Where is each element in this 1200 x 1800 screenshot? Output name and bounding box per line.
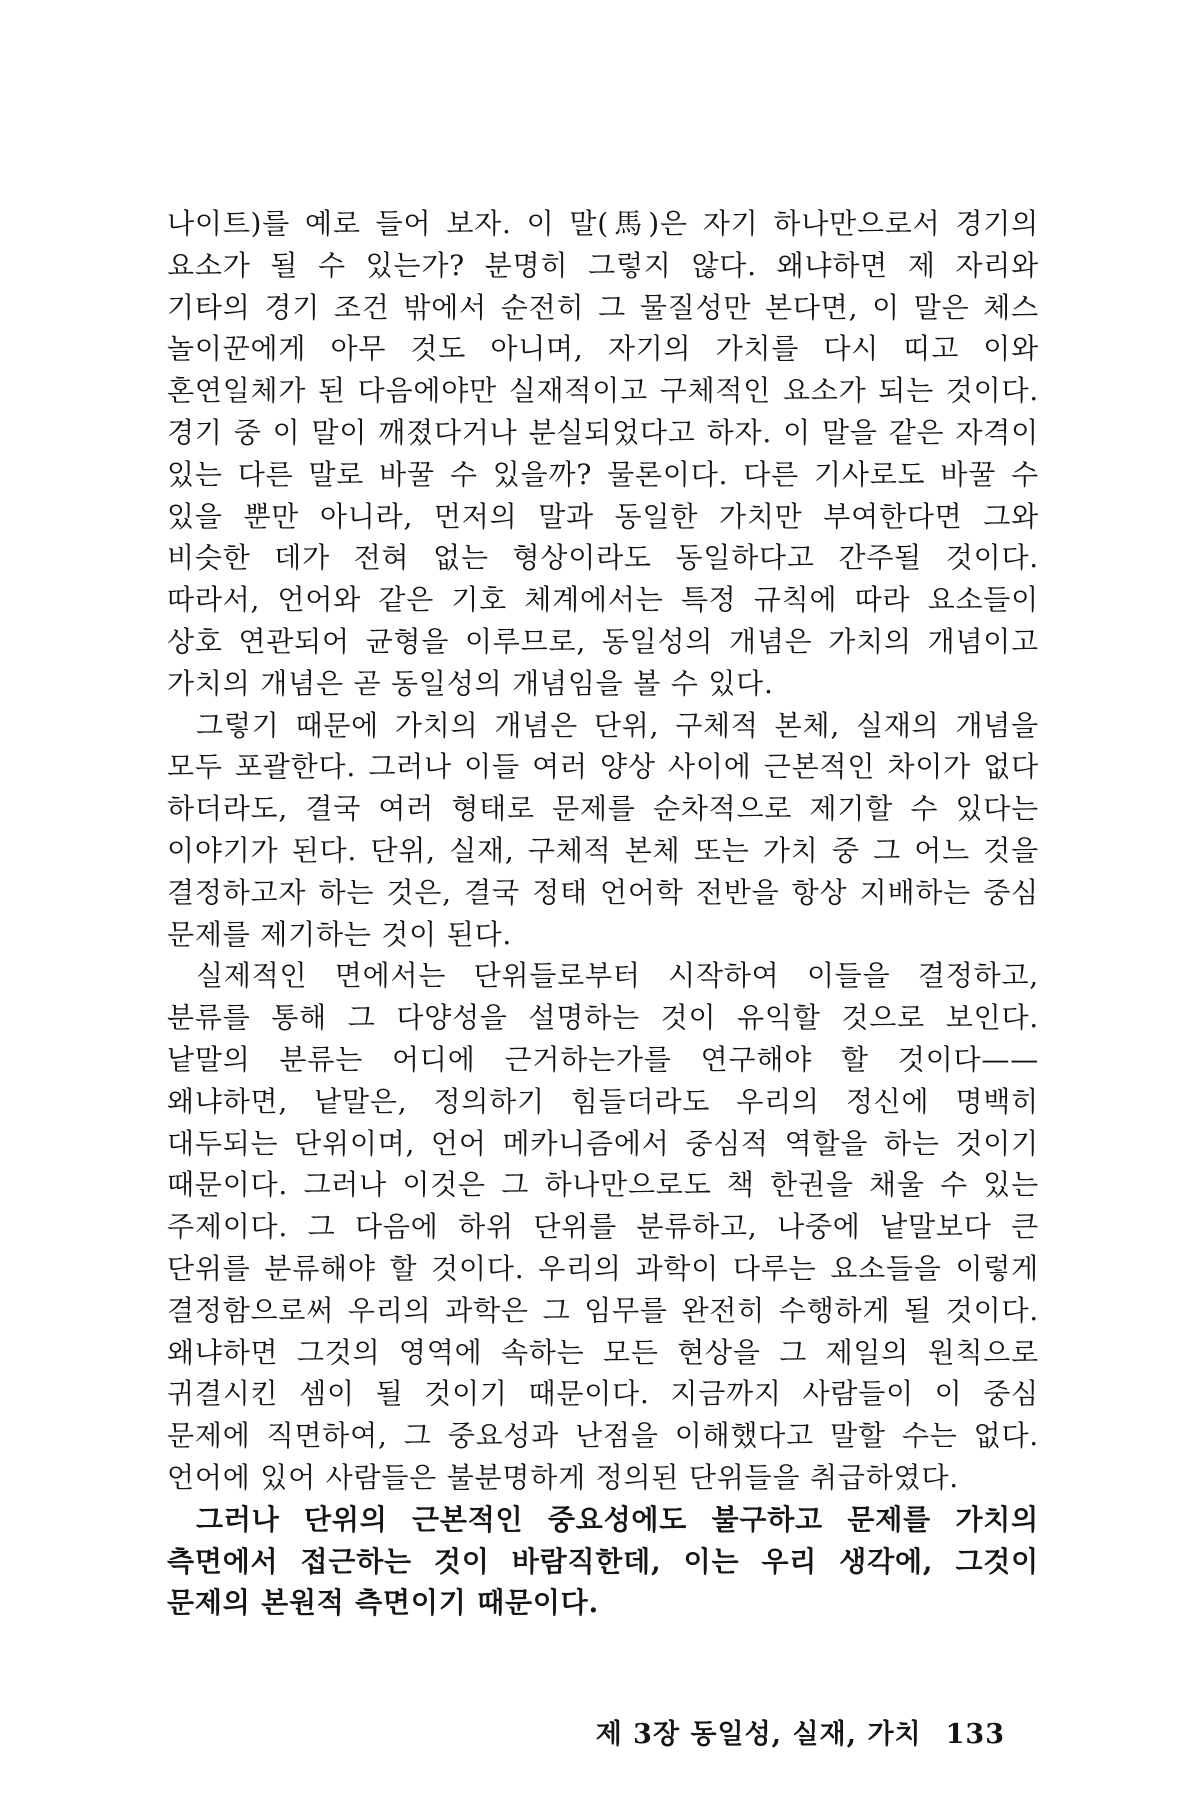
page-number: 133 <box>945 1719 1005 1750</box>
paragraph-4: 그러나 단위의 근본적인 중요성에도 불구하고 문제를 가치의 측면에서 접근하는 것이 바람직한데, 이는 우리 생각에, 그것이 문제의 본원적 측면이기 때문이다. <box>167 1502 1039 1620</box>
paragraph-3: 실제적인 면에서는 단위들로부터 시작하여 이들을 결정하고, 분류를 통해 그 다양성을 설명하는 것이 유익할 것으로 보인다. 낱말의 분류는 어디에 근거하는가를 연구해야 할 것이다——왜냐하면, 낱말은, 정의하기 힘들더라도 우리의 정신에 명백히 대두되는 단위이며, 언어 메카니즘에서 중심적 역할을 하는 것이기 때문이다. 그러나 이것은 그 하나만으로도 책 한권을 채울 수 있는 주제이다. 그 다음에 하위 단위를 분류하고, 나중에 낱말보다 큰 단위를 분류해야 할 것이다. 우리의 과학이 다루는 요소들을 이렇게 결정함으로써 우리의 과학은 그 임무를 완전히 수행하게 될 것이다. 왜냐하면 그것의 영역에 속하는 모든 현상을 그 제일의 원칙으로 귀결시킨 셈이 될 것이기 때문이다. 지금까지 사람들이 이 중심 문제에 직면하여, 그 중요성과 난점을 이해했다고 말할 수는 없다. 언어에 있어 사람들은 불분명하게 정의된 단위들을 취급하였다. <box>167 959 1039 1494</box>
paragraph-2: 그렇기 때문에 가치의 개념은 단위, 구체적 본체, 실재의 개념을 모두 포괄한다. 그러나 이들 여러 양상 사이에 근본적인 차이가 없다 하더라도, 결국 여러 형태로 문제를 순차적으로 제기할 수 있다는 이야기가 된다. 단위, 실재, 구체적 본체 또는 가치 중 그 어느 것을 결정하고자 하는 것은, 결국 정태 언어학 전반을 항상 지배하는 중심 문제를 제기하는 것이 된다. <box>167 708 1039 951</box>
body-text <box>167 203 1039 1624</box>
running-footer <box>596 1712 1005 1751</box>
paragraph-1: 나이트)를 예로 들어 보자. 이 말(馬)은 자기 하나만으로서 경기의 요소가 될 수 있는가? 분명히 그렇지 않다. 왜냐하면 제 자리와 기타의 경기 조건 밖에서 순전히 그 물질성만 본다면, 이 말은 체스 놀이꾼에게 아무 것도 아니며, 자기의 가치를 다시 띠고 이와 혼연일체가 된 다음에야만 실재적이고 구체적인 요소가 되는 것이다. 경기 중 이 말이 깨졌다거나 분실되었다고 하자. 이 말을 같은 자격이 있는 다른 말로 바꿀 수 있을까? 물론이다. 다른 기사로도 바꿀 수 있을 뿐만 아니라, 먼저의 말과 동일한 가치만 부여한다면 그와 비슷한 데가 전혀 없는 형상이라도 동일하다고 간주될 것이다. 따라서, 언어와 같은 기호 체계에서는 특정 규칙에 따라 요소들이 상호 연관되어 균형을 이루므로, 동일성의 개념은 가치의 개념이고 가치의 개념은 곧 동일성의 개념임을 볼 수 있다. <box>167 207 1039 700</box>
chapter-title: 제 3장 동일성, 실재, 가치 <box>595 1719 922 1750</box>
